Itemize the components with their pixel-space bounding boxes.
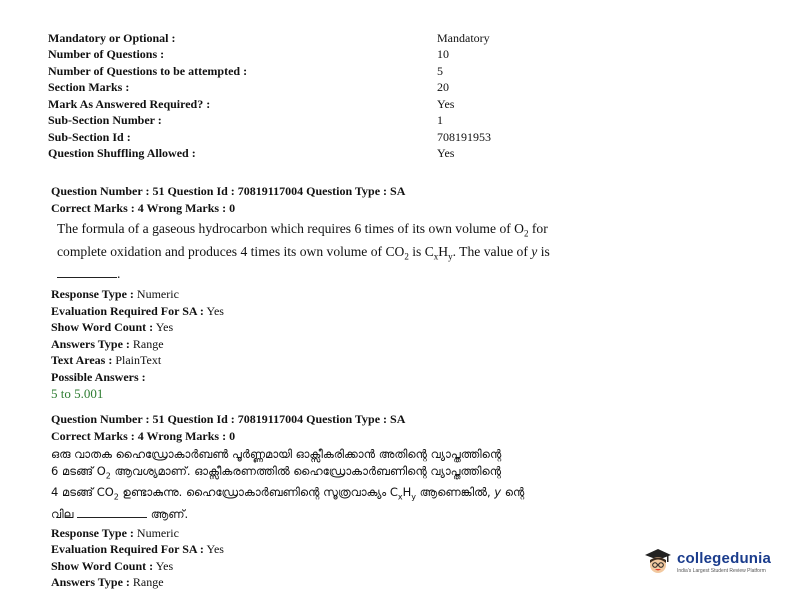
question-text-part: The formula of a gaseous hydrocarbon which requires 6 times of its own volume of O [57,221,524,236]
response-type [51,525,591,542]
question-text-part: ആണ്. [147,507,189,522]
field-value: PlainText [112,353,162,368]
question-line [51,484,591,506]
section-metadata [48,30,568,162]
meta-value: 1 [437,113,443,128]
field-value: Range [129,575,164,590]
question-text-part: 4 മടങ്ങ് CO [51,485,114,500]
meta-label: Number of Questions : [48,47,165,62]
meta-value: 10 [437,47,449,62]
field-label: Evaluation Required For SA : [51,303,204,318]
meta-value: 708191953 [437,129,491,144]
meta-row [48,129,568,146]
field-label: Show Word Count : [51,558,154,573]
field-label: Answers Type : [51,336,130,351]
evaluation-required [51,303,591,320]
question-line [51,446,591,463]
question-text-part: ആണെങ്കിൽ, [416,485,495,500]
answer-blank [77,508,147,518]
field-value: Numeric [133,287,179,302]
meta-label: Section Marks : [48,80,130,95]
meta-label: Sub-Section Number : [48,113,162,128]
answer-blank [57,267,117,278]
field-label: Response Type : [51,287,134,302]
question-text-part: is [537,243,550,259]
meta-label: Question Shuffling Allowed : [48,146,196,161]
text-areas [51,352,591,369]
variable: y [494,485,502,500]
field-value: Yes [153,558,174,573]
question-text-part: ആവശ്യമാണ്. ഓക്സീകരണത്തിൽ ഹൈഡ്രോകാർബണിന്റെ വ്യാപ്തത്തിന്റെ [110,463,502,478]
variable: y [531,243,538,259]
logo-tagline: India's Largest Student Review Platform [677,568,766,574]
possible-answer-value: 5 to 5.001 [51,386,104,402]
question-text [57,220,587,282]
subscript: 2 [404,251,409,262]
question-block-english [51,183,591,403]
subscript: y [411,492,417,502]
question-text [51,446,591,523]
possible-answers-label [51,369,591,386]
response-type [51,286,591,303]
question-line [51,506,591,523]
subscript: 2 [105,470,111,480]
question-text-part: വില [51,507,78,522]
meta-row [48,30,568,47]
meta-value: 20 [437,80,449,95]
subscript: y [448,251,453,262]
question-text-part: H [402,485,412,500]
question-header: Question Number : 51 Question Id : 70819117004 Question Type : SA [51,412,406,426]
question-text-part: ന്റെ [501,485,525,500]
question-marks: Correct Marks : 4 Wrong Marks : 0 [51,428,236,443]
field-label: Possible Answers : [51,369,146,384]
field-label: Response Type : [51,525,134,540]
logo-text [677,550,771,574]
meta-row [48,146,568,163]
answers-type [51,336,591,353]
question-text-part: ഉണ്ടാകുന്നു. ഹൈഡ്രോകാർബണിന്റെ സൂത്രവാക്യം C [118,485,398,500]
question-block-malayalam [51,411,591,591]
field-label: Evaluation Required For SA : [51,542,204,557]
field-label: Text Areas : [51,353,113,368]
meta-label: Sub-Section Id : [48,129,131,144]
meta-row [48,96,568,113]
show-word-count [51,319,591,336]
meta-label: Mandatory or Optional : [48,30,176,45]
meta-value: Mandatory [437,30,490,45]
question-text-part: H [438,243,449,259]
subscript: x [397,492,403,502]
subscript: x [433,251,439,262]
answers-type [51,574,591,591]
meta-row [48,113,568,130]
question-text-part: ഒരു വാതക ഹൈഡ്രോകാർബൺ പൂർണ്ണമായി ഓക്സീകരിക്കാൻ അതിന്റെ വ്യാപ്തത്തിന്റെ [51,447,502,461]
graduate-mascot-icon [643,547,673,577]
question-text-part: . The value of [452,243,532,259]
field-value: Yes [203,303,224,318]
field-value: Range [129,336,164,351]
meta-label: Number of Questions to be attempted : [48,63,248,78]
collegedunia-logo [643,547,771,577]
question-text-part: . [117,266,121,282]
meta-row [48,63,568,80]
logo-name: collegedunia [677,550,772,567]
question-line [51,463,591,485]
question-text-part: is C [408,243,434,259]
field-label: Show Word Count : [51,320,154,335]
meta-value: Yes [437,96,455,111]
subscript: 2 [113,492,119,502]
show-word-count [51,558,591,575]
meta-row [48,80,568,97]
subscript: 2 [523,228,529,239]
field-value: Yes [153,320,174,335]
field-value: Yes [203,542,224,557]
field-value: Numeric [133,525,179,540]
meta-row [48,47,568,64]
field-label: Answers Type : [51,575,130,590]
meta-value: 5 [437,63,443,78]
question-text-part: 6 മടങ്ങ് O [51,463,106,478]
question-header: Question Number : 51 Question Id : 70819117004 Question Type : SA [51,184,406,198]
question-marks: Correct Marks : 4 Wrong Marks : 0 [51,200,236,215]
meta-label: Mark As Answered Required? : [48,96,211,111]
question-text-part: for complete oxidation and produces 4 times its own volume of CO [57,221,548,259]
meta-value: Yes [437,146,455,161]
evaluation-required [51,541,591,558]
